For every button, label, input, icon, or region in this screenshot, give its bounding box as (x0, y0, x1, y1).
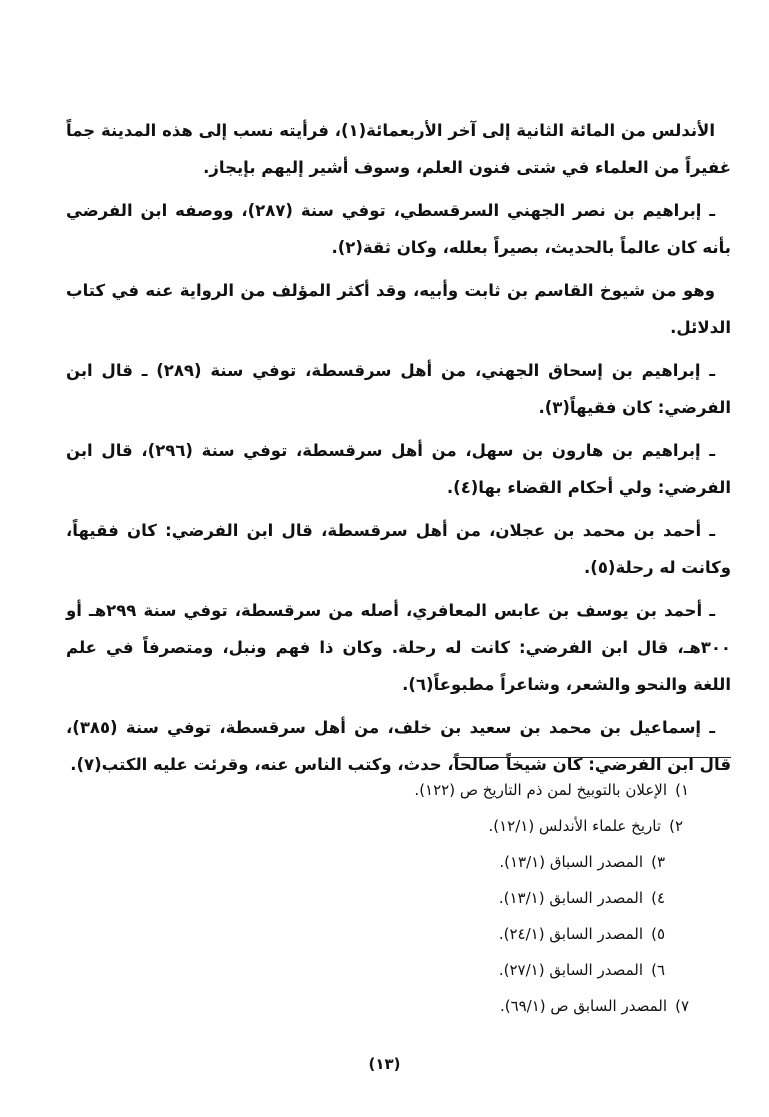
paragraph: ـ إسماعيل بن محمد بن سعيد بن خلف، من أهل سرقسطة، توفي سنة (٣٨٥)، قال ابن الفرضي: كان شيخاً صالحاً، حدث، وكتب الناس عنه، وقرئت عليه الكتب(٧). (66, 718, 731, 774)
footnote-text: المصدر السابق (٢٤/١). (498, 925, 643, 943)
footnote-item (269, 844, 689, 880)
footnote-number: ٧) (675, 997, 689, 1015)
footnote-divider (453, 757, 731, 758)
footnote-number: ٣) (651, 853, 665, 871)
footnote-number: ٤) (651, 889, 665, 907)
paragraph: ـ إبراهيم بن هارون بن سهل، من أهل سرقسطة، توفي سنة (٢٩٦)، قال ابن الفرضي: ولي أحكام القضاء بها(٤). (66, 441, 731, 497)
main-text (66, 112, 731, 789)
footnote-number: ١) (675, 781, 689, 799)
footnote-number: ٦) (651, 961, 665, 979)
footnote-item (269, 952, 689, 988)
footnote-item (269, 916, 689, 952)
footnote-item (269, 880, 689, 916)
paragraph: الأندلس من المائة الثانية إلى آخر الأربعمائة(١)، فرأيته نسب إلى هذه المدينة جماً غفيراً من العلماء في شتى فنون العلم، وسوف أشير إليهم بإيجاز. (66, 121, 731, 177)
paragraph: وهو من شيوخ القاسم بن ثابت وأبيه، وقد أكثر المؤلف من الرواية عنه في كتاب الدلائل. (66, 281, 731, 337)
footnotes (269, 772, 689, 1024)
footnote-text: المصدر السابق ص (٦٩/١). (499, 997, 667, 1015)
paragraph: ـ أحمد بن يوسف بن عابس المعافري، أصله من سرقسطة، توفي سنة ٢٩٩هـ أو ٣٠٠هـ، قال ابن الفرضي: كانت له رحلة. وكان ذا فهم ونبل، ومتصرفاً في علم اللغة والنحو والشعر، وشاعراً مطبوعاً(٦). (66, 601, 731, 694)
footnote-number: ٥) (651, 925, 665, 943)
footnote-text: المصدر السابق (١٣/١). (498, 889, 643, 907)
page-number: (١٣) (368, 1055, 401, 1073)
footnote-text: الإعلان بالتوبيخ لمن ذم التاريخ ص (١٢٢). (414, 781, 667, 799)
footnote-item (269, 772, 689, 808)
footnote-item (269, 808, 689, 844)
footnote-item (269, 988, 689, 1024)
footnote-text: المصدر السباق (١٣/١). (499, 853, 643, 871)
footnote-text: تاريخ علماء الأندلس (١٢/١). (488, 817, 661, 835)
paragraph: ـ إبراهيم بن إسحاق الجهني، من أهل سرقسطة، توفي سنة (٢٨٩) ـ قال ابن الفرضي: كان فقيهاً(٣). (66, 361, 731, 417)
footnote-text: المصدر السابق (٢٧/١). (498, 961, 643, 979)
paragraph: ـ أحمد بن محمد بن عجلان، من أهل سرقسطة، قال ابن الفرضي: كان فقيهاً، وكانت له رحلة(٥). (66, 521, 731, 577)
paragraph: ـ إبراهيم بن نصر الجهني السرقسطي، توفي سنة (٢٨٧)، ووصفه ابن الفرضي بأنه كان عالماً بالحديث، بصيراً بعلله، وكان ثقة(٢). (66, 201, 731, 257)
footnote-number: ٢) (669, 817, 683, 835)
